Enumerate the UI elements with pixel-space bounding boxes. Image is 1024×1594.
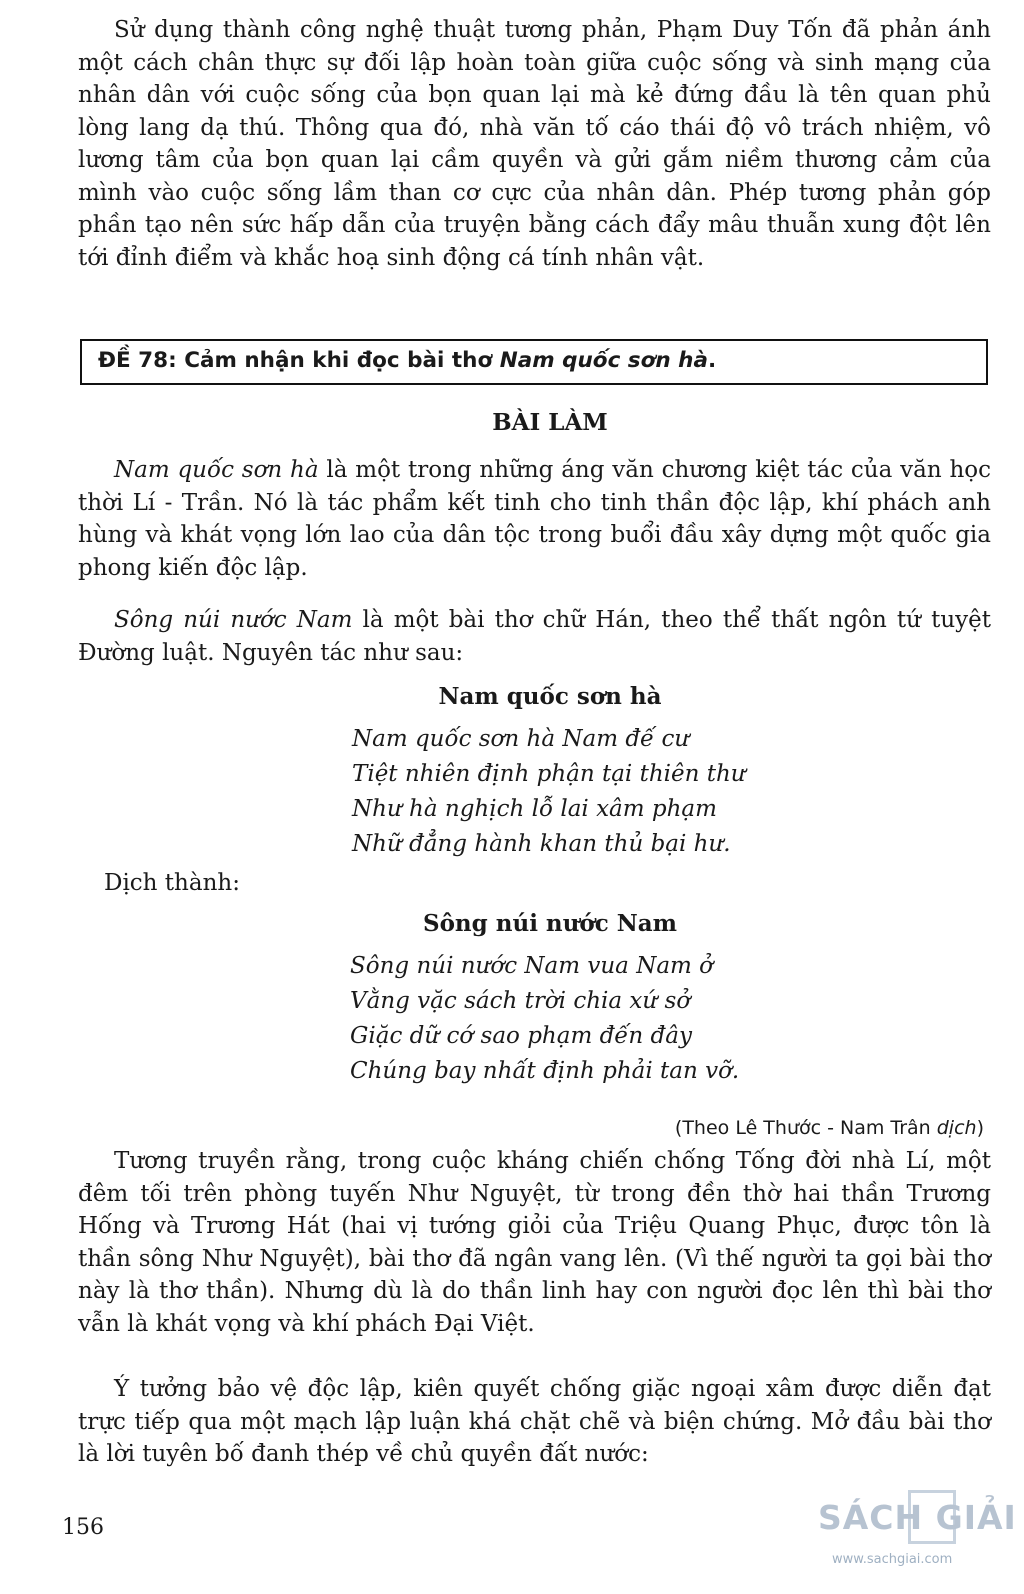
translation-credit: [675, 1117, 984, 1139]
paragraph-1: [78, 454, 991, 584]
credit-em: dịch: [936, 1117, 977, 1139]
translated-poem-line: Sông núi nước Nam vua Nam ở: [350, 953, 714, 979]
paragraph-2-text: là một bài thơ chữ Hán, theo thể thất ngôn tứ tuyệt Đường luật. Nguyên tác như sau:: [78, 607, 991, 666]
original-poem-line: Nhữ đẳng hành khan thủ bại hư.: [352, 831, 731, 857]
watermark-url: www.sachgiai.com: [832, 1552, 953, 1567]
topic-prefix: ĐỀ 78: Cảm nhận khi đọc bài thơ: [98, 348, 500, 373]
topic-suffix: .: [707, 348, 717, 373]
topic-poem-title: Nam quốc sơn hà: [499, 348, 708, 373]
paragraph-2: [78, 604, 991, 669]
translated-poem-line: Giặc dữ cớ sao phạm đến đây: [350, 1023, 692, 1049]
translation-label: Dịch thành:: [104, 870, 240, 896]
paragraph-4: Ý tưởng bảo vệ độc lập, kiên quyết chống giặc ngoại xâm được diễn đạt trực tiếp qua một mạch lập luận khá chặt chẽ và biện chứng. Mở đầu bài thơ là lời tuyên bố đanh thép về chủ quyền đất nước:: [78, 1376, 991, 1467]
original-poem: [352, 722, 746, 862]
paragraph-3: Tương truyền rằng, trong cuộc kháng chiến chống Tống đời nhà Lí, một đêm tối trên phòng tuyến Như Nguyệt, từ trong đền thờ hai thần Trương Hống và Trương Hát (hai vị tướng giỏi của Triệu Quang Phục, được tôn là thần sông Như Nguyệt), bài thơ đã ngân vang lên. (Vì thế người ta gọi bài thơ này là thơ thần). Nhưng dù là do thần linh hay con người đọc lên thì bài thơ vẫn là khát vọng và khí phách Đại Việt.: [78, 1148, 991, 1337]
credit-suffix: ): [976, 1117, 984, 1139]
paragraph-2-lead: Sông núi nước Nam: [114, 607, 353, 633]
topic-box: [80, 339, 988, 385]
sachgiai-watermark-logo: [818, 1490, 1018, 1590]
original-poem-line: Tiệt nhiên định phận tại thiên thư: [352, 761, 746, 787]
topic-heading: [98, 348, 716, 373]
intro-paragraph: Sử dụng thành công nghệ thuật tương phản, Phạm Duy Tốn đã phản ánh một cách chân thực sự đối lập hoàn toàn giữa cuộc sống và sinh mạng của nhân dân với cuộc sống của bọn quan lại mà kẻ đứng đầu là tên quan phủ lòng lang dạ thú. Thông qua đó, nhà văn tố cáo thái độ vô trách nhiệm, vô lương tâm của bọn quan lại cầm quyền và gửi gắm niềm thương cảm của mình vào cuộc sống lầm than cơ cực của nhân dân. Phép tương phản góp phần tạo nên sức hấp dẫn của truyện bằng cách đẩy mâu thuẫn xung đột lên tới đỉnh điểm và khắc hoạ sinh động cá tính nhân vật.: [78, 17, 991, 271]
original-poem-line: Như hà nghịch lỗ lai xâm phạm: [352, 796, 717, 822]
essay-heading: BÀI LÀM: [492, 409, 608, 436]
original-poem-line: Nam quốc sơn hà Nam đế cư: [352, 726, 690, 752]
credit-prefix: (Theo Lê Thước - Nam Trân: [674, 1117, 937, 1139]
translated-poem: [350, 949, 739, 1089]
translated-poem-title: Sông núi nước Nam: [422, 910, 677, 937]
translated-poem-line: Chúng bay nhất định phải tan vỡ.: [350, 1058, 740, 1084]
watermark-brand: SÁCH GIẢI: [818, 1498, 1017, 1537]
paragraph-1-lead: Nam quốc sơn hà: [114, 457, 319, 483]
translated-poem-line: Vằng vặc sách trời chia xứ sở: [350, 988, 691, 1014]
page-number: 156: [62, 1515, 104, 1540]
paragraph-1-text: là một trong những áng văn chương kiệt tác của văn học thời Lí - Trần. Nó là tác phẩm kết tinh cho tinh thần độc lập, khí phách anh hùng và khát vọng lớn lao của dân tộc trong buổi đầu xây dựng một quốc gia phong kiến độc lập.: [78, 457, 992, 581]
original-poem-title: Nam quốc sơn hà: [438, 683, 662, 710]
